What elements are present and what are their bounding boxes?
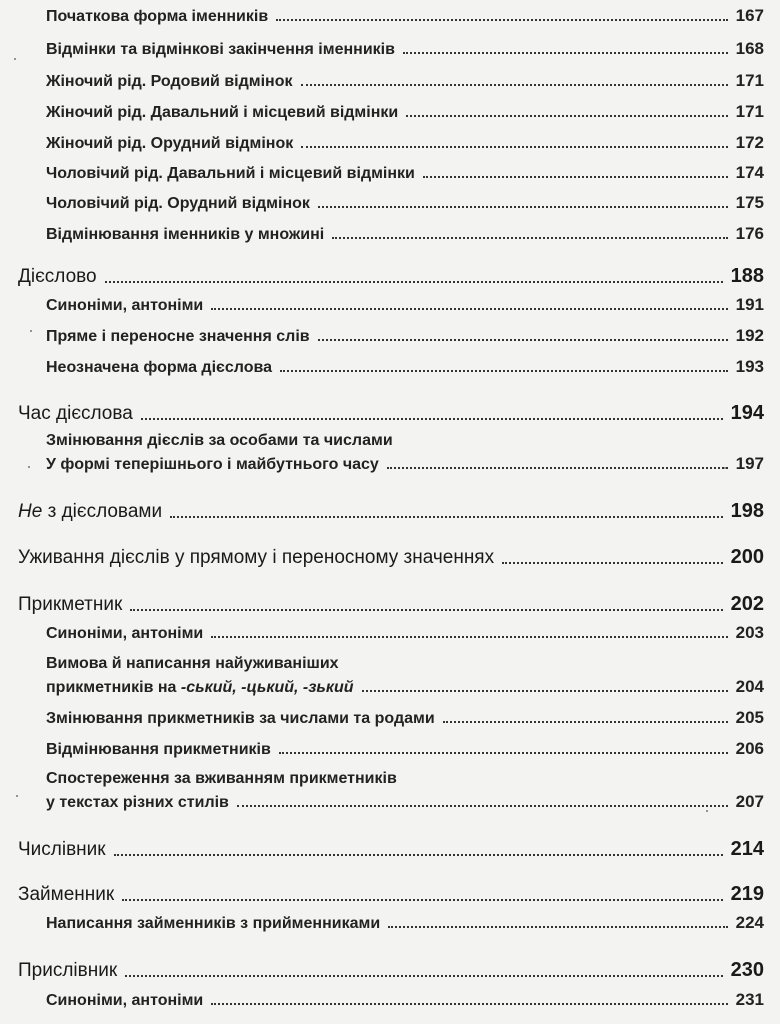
- dot-leader: [211, 636, 727, 638]
- toc-page-number: 191: [735, 295, 764, 314]
- toc-section-adjective[interactable]: [18, 593, 764, 616]
- dot-leader: [280, 370, 728, 372]
- toc-section-title: Уживання дієслів у прямому і переносному значеннях: [18, 547, 495, 568]
- toc-page-number: 193: [735, 357, 764, 376]
- toc-page-number: 194: [730, 402, 764, 424]
- dot-leader: [301, 84, 728, 86]
- toc-entry-conjugation-line1: Змінювання дієслів за особами та числами: [46, 432, 393, 449]
- dot-leader: [130, 609, 722, 611]
- toc-entry-masculine-instrumental[interactable]: [46, 193, 764, 213]
- toc-page-number: 192: [735, 326, 764, 345]
- toc-page-number: 174: [735, 163, 764, 182]
- toc-page-number: 198: [730, 500, 764, 522]
- dot-leader: [237, 805, 728, 807]
- toc-italic-suffixes: -ський, -цький, -зький: [180, 679, 354, 696]
- toc-section-title: Прикметник: [18, 594, 123, 615]
- toc-page-number: 202: [730, 593, 764, 615]
- toc-page-number: 206: [735, 739, 764, 758]
- toc-entry-title: Відмінювання іменників у множині: [46, 226, 325, 243]
- toc-entry-title: у текстах різних стилів: [46, 794, 229, 811]
- scan-speck: [30, 330, 32, 332]
- toc-entry-synonyms-antonyms[interactable]: [46, 295, 764, 315]
- toc-section-title: [18, 501, 162, 523]
- toc-page-number: 197: [735, 454, 764, 473]
- toc-entry-title: Чоловічий рід. Орудний відмінок: [46, 195, 310, 212]
- scan-speck: [14, 58, 16, 60]
- toc-entry-title: Відмінювання прикметників: [46, 741, 271, 758]
- toc-entry-initial-form-nouns[interactable]: [46, 6, 764, 26]
- toc-entry-title: Жіночий рід. Давальний і місцевий відмінки: [46, 104, 399, 121]
- toc-page-number: 188: [730, 265, 764, 287]
- toc-page-number: 175: [735, 193, 764, 212]
- toc-section-pronoun[interactable]: [18, 883, 764, 906]
- toc-section-title: Прислівник: [18, 960, 118, 981]
- toc-entry-feminine-instrumental[interactable]: [46, 133, 764, 153]
- toc-entry-title: [46, 679, 354, 697]
- toc-section-adverb[interactable]: [18, 959, 764, 982]
- toc-title-start: прикметників на: [46, 679, 181, 696]
- toc-entry-title: Неозначена форма дієслова: [46, 359, 273, 376]
- toc-page-number: 224: [735, 913, 764, 932]
- toc-entry-title: Змінювання прикметників за числами та родами: [46, 710, 435, 727]
- toc-italic-ne: Не: [18, 501, 43, 522]
- toc-entry-title: Синоніми, антоніми: [46, 992, 204, 1009]
- toc-section-ne-with-verbs[interactable]: [18, 500, 764, 523]
- scan-speck: [724, 467, 726, 469]
- dot-leader: [211, 308, 727, 310]
- dot-leader: [141, 418, 723, 420]
- toc-entry-adj-styles[interactable]: [46, 792, 764, 812]
- toc-page-number: 171: [735, 102, 764, 121]
- toc-entry-feminine-dative-locative[interactable]: [46, 102, 764, 122]
- toc-page-number: 172: [735, 133, 764, 152]
- dot-leader: [170, 516, 723, 518]
- scan-speck: [16, 795, 18, 797]
- toc-section-numeral[interactable]: [18, 838, 764, 861]
- dot-leader: [388, 926, 727, 928]
- toc-entry-title: Відмінки та відмінкові закінчення іменників: [46, 41, 395, 58]
- toc-entry-synonyms-antonyms-adj[interactable]: [46, 623, 764, 643]
- toc-entry-literal-figurative[interactable]: [46, 326, 764, 346]
- dot-leader: [114, 854, 723, 856]
- scan-speck: [706, 810, 708, 812]
- dot-leader: [332, 237, 727, 239]
- dot-leader: [301, 146, 727, 148]
- toc-page-number: 205: [735, 708, 764, 727]
- toc-section-title: Займенник: [18, 884, 115, 905]
- toc-page-number: 214: [730, 838, 764, 860]
- toc-page-number: 219: [730, 883, 764, 905]
- dot-leader: [362, 690, 728, 692]
- dot-leader: [423, 176, 728, 178]
- toc-page-number: 168: [735, 39, 764, 58]
- toc-entry-title: Пряме і переносне значення слів: [46, 328, 310, 345]
- toc-entry-synonyms-antonyms-adv[interactable]: [46, 990, 764, 1010]
- toc-section-verb[interactable]: [18, 265, 764, 288]
- toc-section-title: Час дієслова: [18, 403, 133, 424]
- toc-page-number: 231: [735, 990, 764, 1009]
- toc-entry-masculine-dative-locative[interactable]: [46, 163, 764, 183]
- dot-leader: [318, 339, 728, 341]
- dot-leader: [279, 752, 728, 754]
- toc-entry-adj-styles-line1: Спостереження за вживанням прикметників: [46, 770, 397, 787]
- dot-leader: [122, 899, 722, 901]
- toc-entry-cases-endings[interactable]: [46, 39, 764, 59]
- dot-leader: [211, 1003, 727, 1005]
- toc-page-number: 207: [735, 792, 764, 811]
- dot-leader: [406, 115, 727, 117]
- toc-entry-pronunciation[interactable]: [46, 677, 764, 697]
- toc-page-number: 204: [735, 677, 764, 696]
- dot-leader: [105, 281, 723, 283]
- dot-leader: [318, 206, 728, 208]
- toc-title-rest: з дієсловами: [42, 501, 163, 522]
- toc-entry-title: Чоловічий рід. Давальний і місцевий відмінки: [46, 165, 415, 182]
- toc-entry-adj-number-gender[interactable]: [46, 708, 764, 728]
- toc-entry-title: Жіночий рід. Родовий відмінок: [46, 73, 293, 90]
- toc-entry-title: Жіночий рід. Орудний відмінок: [46, 135, 294, 152]
- toc-entry-adj-declension[interactable]: [46, 739, 764, 759]
- toc-entry-title: У формі теперішнього і майбутнього часу: [46, 456, 379, 473]
- toc-entry-title: Синоніми, антоніми: [46, 625, 204, 642]
- toc-page-number: 203: [735, 623, 764, 642]
- toc-section-verb-usage[interactable]: [18, 546, 764, 569]
- toc-page-number: 171: [735, 71, 764, 90]
- dot-leader: [443, 721, 728, 723]
- toc-page-number: 167: [735, 6, 764, 25]
- dot-leader: [502, 562, 723, 564]
- dot-leader: [276, 19, 727, 21]
- dot-leader: [403, 52, 728, 54]
- toc-section-verb-tense[interactable]: [18, 402, 764, 425]
- toc-page-number: 230: [730, 959, 764, 981]
- toc-section-title: Дієслово: [18, 266, 97, 287]
- scan-speck: [28, 466, 30, 468]
- toc-entry-feminine-genitive[interactable]: [46, 71, 764, 91]
- dot-leader: [125, 975, 722, 977]
- toc-entry-title: Написання займенників з прийменниками: [46, 915, 381, 932]
- toc-entry-infinitive[interactable]: [46, 357, 764, 377]
- toc-entry-title: Синоніми, антоніми: [46, 297, 204, 314]
- toc-entry-title: Початкова форма іменників: [46, 8, 269, 25]
- toc-entry-conjugation[interactable]: [46, 454, 764, 474]
- toc-page-number: 176: [735, 224, 764, 243]
- toc-page-number: 200: [730, 546, 764, 568]
- toc-entry-pronouns-prepositions[interactable]: [46, 913, 764, 933]
- toc-section-title: Числівник: [18, 839, 106, 860]
- toc-entry-pronunciation-line1: Вимова й написання найуживаніших: [46, 655, 339, 672]
- dot-leader: [387, 467, 728, 469]
- toc-entry-plural-declension[interactable]: [46, 224, 764, 244]
